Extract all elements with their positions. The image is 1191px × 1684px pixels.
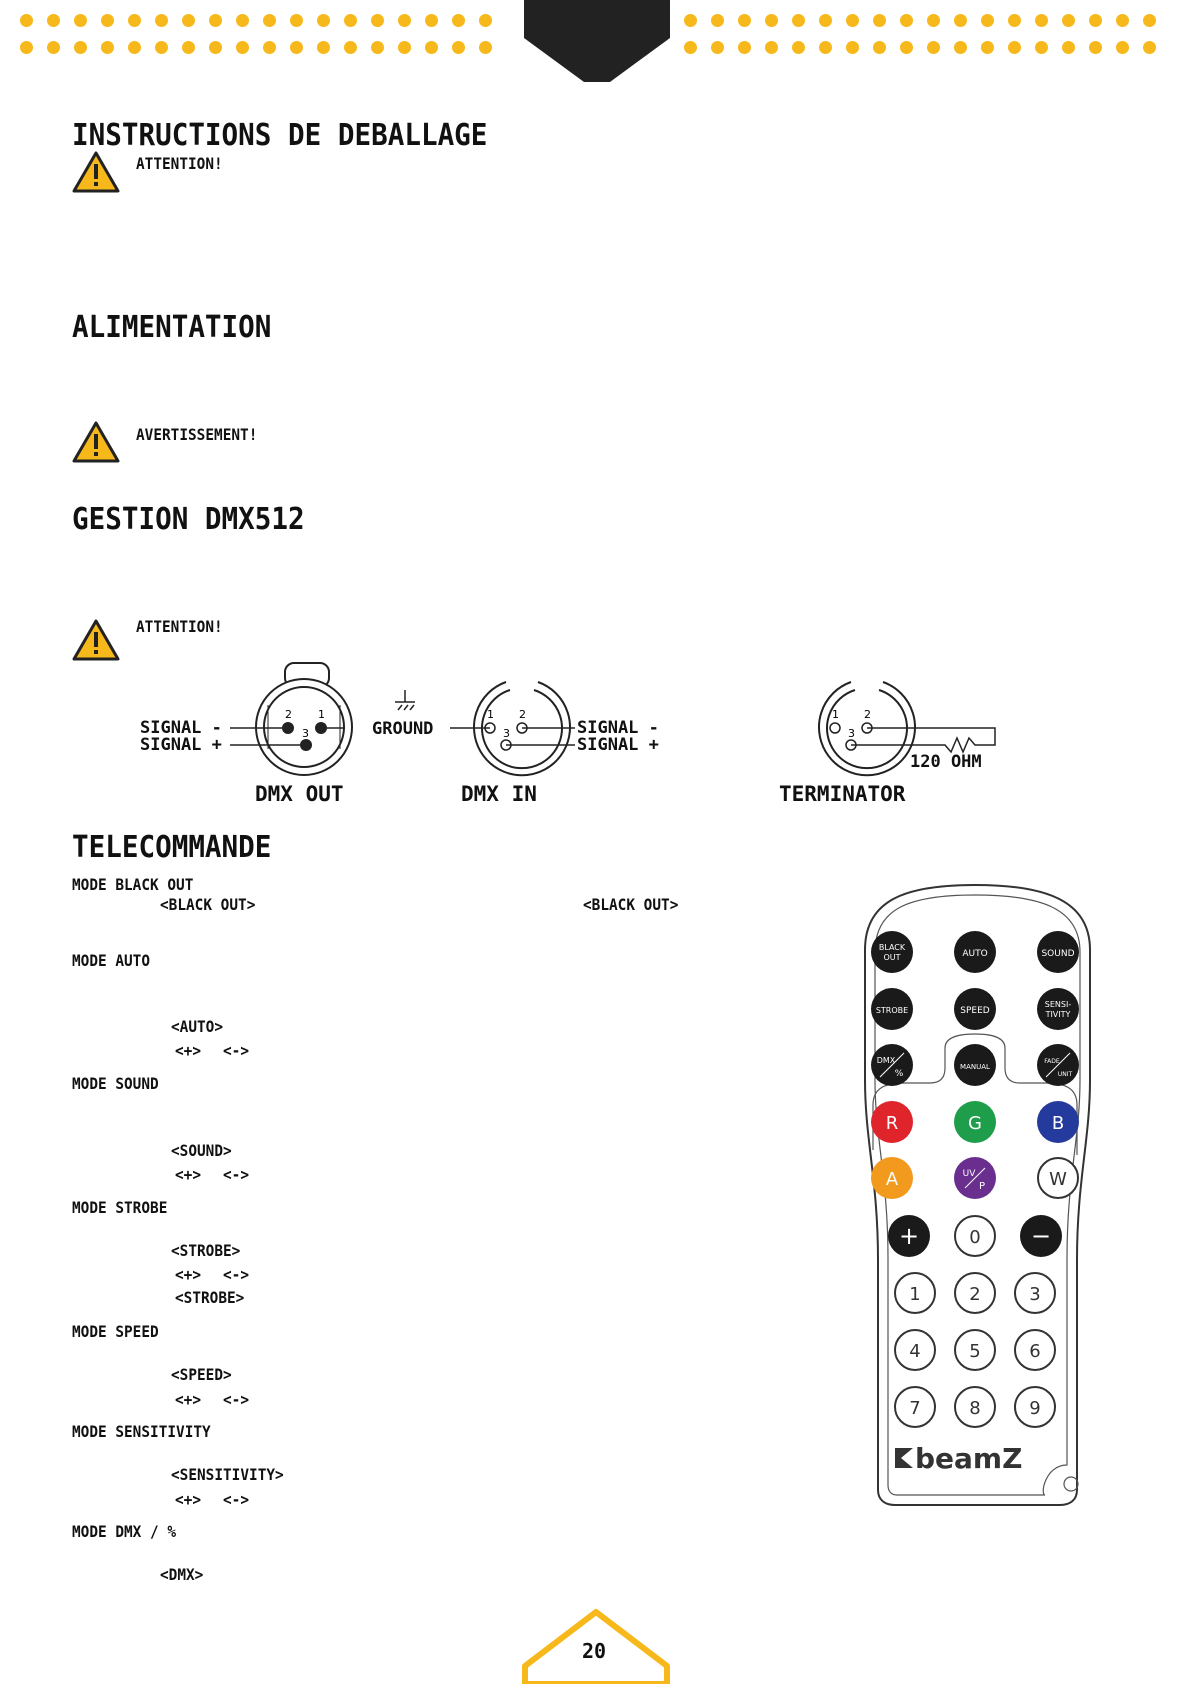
unpacking-warning-label: ATTENTION! [136, 154, 223, 173]
mode-sound-minus: <-> [223, 1165, 250, 1184]
svg-text:3: 3 [1029, 1284, 1041, 1305]
remote-control-illustration [845, 880, 1110, 1510]
label-120-ohm: 120 OHM [910, 752, 982, 772]
svg-text:B: B [1051, 1113, 1065, 1134]
page-number: 20 [582, 1639, 607, 1663]
dmx-in-pin2: 2 [519, 708, 526, 721]
svg-text:BLACK: BLACK [878, 943, 906, 952]
mode-sound-title: MODE SOUND [72, 1074, 159, 1093]
mode-auto-key: <AUTO> [171, 1017, 224, 1036]
mode-strobe-key-2: <STROBE> [175, 1288, 245, 1307]
svg-text:7: 7 [909, 1398, 921, 1419]
label-dmx-in: DMX IN [461, 782, 537, 806]
remote-uv-button [954, 1157, 996, 1199]
dmx-out-pin1: 1 [318, 708, 325, 721]
remote-key-8 [955, 1387, 995, 1427]
remote-fade-unit-button [1037, 1044, 1079, 1086]
remote-key-4 [895, 1330, 935, 1370]
svg-text:R: R [885, 1113, 899, 1134]
terminator-pin2: 2 [864, 708, 871, 721]
svg-text:5: 5 [969, 1341, 981, 1362]
mode-sensitivity-key: <SENSITIVITY> [171, 1465, 284, 1484]
svg-text:G: G [968, 1113, 982, 1134]
remote-speed-button [954, 988, 996, 1030]
remote-key-5 [955, 1330, 995, 1370]
svg-text:beamZ: beamZ [915, 1442, 1023, 1475]
remote-plus-button [888, 1215, 930, 1257]
mode-sensitivity-plus: <+> [175, 1490, 202, 1509]
remote-key-6 [1015, 1330, 1055, 1370]
svg-text:6: 6 [1029, 1341, 1041, 1362]
warning-icon [72, 420, 120, 464]
header-tab-shape [524, 0, 670, 82]
remote-white-button [1038, 1158, 1078, 1198]
terminator-pin3: 3 [848, 727, 855, 740]
svg-text:4: 4 [909, 1341, 921, 1362]
svg-text:SENSI-: SENSI- [1044, 1000, 1072, 1009]
mode-speed-key: <SPEED> [171, 1365, 232, 1384]
remote-amber-button [871, 1157, 913, 1199]
mode-blackout-key: <BLACK OUT> [160, 895, 256, 914]
label-terminator: TERMINATOR [779, 782, 906, 806]
svg-text:DMX: DMX [876, 1056, 896, 1065]
label-signal-minus-left: SIGNAL - [140, 718, 222, 738]
section-title-unpacking: INSTRUCTIONS DE DEBALLAGE [72, 118, 488, 153]
remote-red-button [871, 1101, 913, 1143]
remote-black-out-button [871, 931, 913, 973]
dmx-out-pin2: 2 [285, 708, 292, 721]
warning-icon [72, 150, 120, 194]
terminator-pin1: 1 [832, 708, 839, 721]
remote-blue-button [1037, 1101, 1079, 1143]
svg-text:TIVITY: TIVITY [1045, 1010, 1071, 1019]
mode-auto-minus: <-> [223, 1041, 250, 1060]
svg-text:SPEED: SPEED [960, 1006, 990, 1016]
label-signal-plus-left: SIGNAL + [140, 735, 222, 755]
remote-key-2 [955, 1273, 995, 1313]
header-dots-right [684, 14, 1170, 68]
remote-sensitivity-button [1037, 988, 1079, 1030]
dmx-warning-label: ATTENTION! [136, 617, 223, 636]
mode-sensitivity-title: MODE SENSITIVITY [72, 1422, 211, 1441]
section-title-dmx: GESTION DMX512 [72, 502, 305, 537]
mode-strobe-key: <STROBE> [171, 1241, 241, 1260]
svg-text:FADE: FADE [1044, 1058, 1060, 1065]
remote-key-9 [1015, 1387, 1055, 1427]
svg-text:A: A [885, 1169, 899, 1190]
label-ground: GROUND [372, 719, 434, 739]
dmx-out-pin3: 3 [302, 727, 309, 740]
warning-icon [72, 618, 120, 662]
mode-sound-plus: <+> [175, 1165, 202, 1184]
mode-auto-plus: <+> [175, 1041, 202, 1060]
svg-text:P: P [978, 1181, 986, 1192]
mode-strobe-title: MODE STROBE [72, 1198, 168, 1217]
remote-green-button [954, 1101, 996, 1143]
svg-text:0: 0 [969, 1227, 981, 1248]
label-signal-plus-right: SIGNAL + [577, 735, 659, 755]
svg-text:SOUND: SOUND [1041, 949, 1075, 959]
remote-key-1 [895, 1273, 935, 1313]
label-dmx-out: DMX OUT [255, 782, 344, 806]
dmx-in-pin1: 1 [487, 708, 494, 721]
remote-key-3 [1015, 1273, 1055, 1313]
svg-text:%: % [894, 1069, 904, 1079]
remote-dmx-button [871, 1044, 913, 1086]
mode-dmx-title: MODE DMX / % [72, 1522, 177, 1541]
mode-blackout-key-2: <BLACK OUT> [583, 895, 679, 914]
svg-text:OUT: OUT [883, 953, 901, 962]
svg-text:2: 2 [969, 1284, 981, 1305]
mode-strobe-plus: <+> [175, 1265, 202, 1284]
svg-text:UNIT: UNIT [1057, 1071, 1073, 1078]
remote-brand-logo [895, 1442, 1022, 1475]
svg-text:AUTO: AUTO [962, 949, 988, 959]
remote-key-7 [895, 1387, 935, 1427]
svg-text:MANUAL: MANUAL [960, 1063, 990, 1071]
dmx-in-pin3: 3 [503, 727, 510, 740]
remote-zero-button [955, 1216, 995, 1256]
mode-speed-title: MODE SPEED [72, 1322, 159, 1341]
remote-minus-button [1020, 1215, 1062, 1257]
mode-dmx-key: <DMX> [160, 1565, 204, 1584]
mode-speed-minus: <-> [223, 1390, 250, 1409]
mode-blackout-title: MODE BLACK OUT [72, 875, 194, 894]
svg-text:STROBE: STROBE [875, 1006, 909, 1015]
mode-speed-plus: <+> [175, 1390, 202, 1409]
svg-text:−: − [1030, 1222, 1052, 1250]
mode-auto-title: MODE AUTO [72, 951, 151, 970]
svg-text:1: 1 [909, 1284, 921, 1305]
dmx-out-connector [256, 663, 352, 775]
svg-text:9: 9 [1029, 1398, 1041, 1419]
remote-auto-button [954, 931, 996, 973]
remote-manual-button [954, 1044, 996, 1086]
mode-sensitivity-minus: <-> [223, 1490, 250, 1509]
remote-strobe-button [871, 988, 913, 1030]
power-warning-label: AVERTISSEMENT! [136, 425, 258, 444]
section-title-remote: TELECOMMANDE [72, 830, 272, 865]
label-signal-minus-right: SIGNAL - [577, 718, 659, 738]
ground-symbol [395, 690, 415, 710]
resistor-symbol [851, 728, 995, 752]
remote-sound-button [1037, 931, 1079, 973]
svg-text:8: 8 [969, 1398, 981, 1419]
section-title-power: ALIMENTATION [72, 310, 272, 345]
mode-sound-key: <SOUND> [171, 1141, 232, 1160]
svg-text:W: W [1049, 1169, 1067, 1190]
header-dots-left [20, 14, 506, 68]
svg-text:UV: UV [962, 1169, 976, 1179]
svg-text:+: + [898, 1222, 920, 1250]
mode-strobe-minus: <-> [223, 1265, 250, 1284]
